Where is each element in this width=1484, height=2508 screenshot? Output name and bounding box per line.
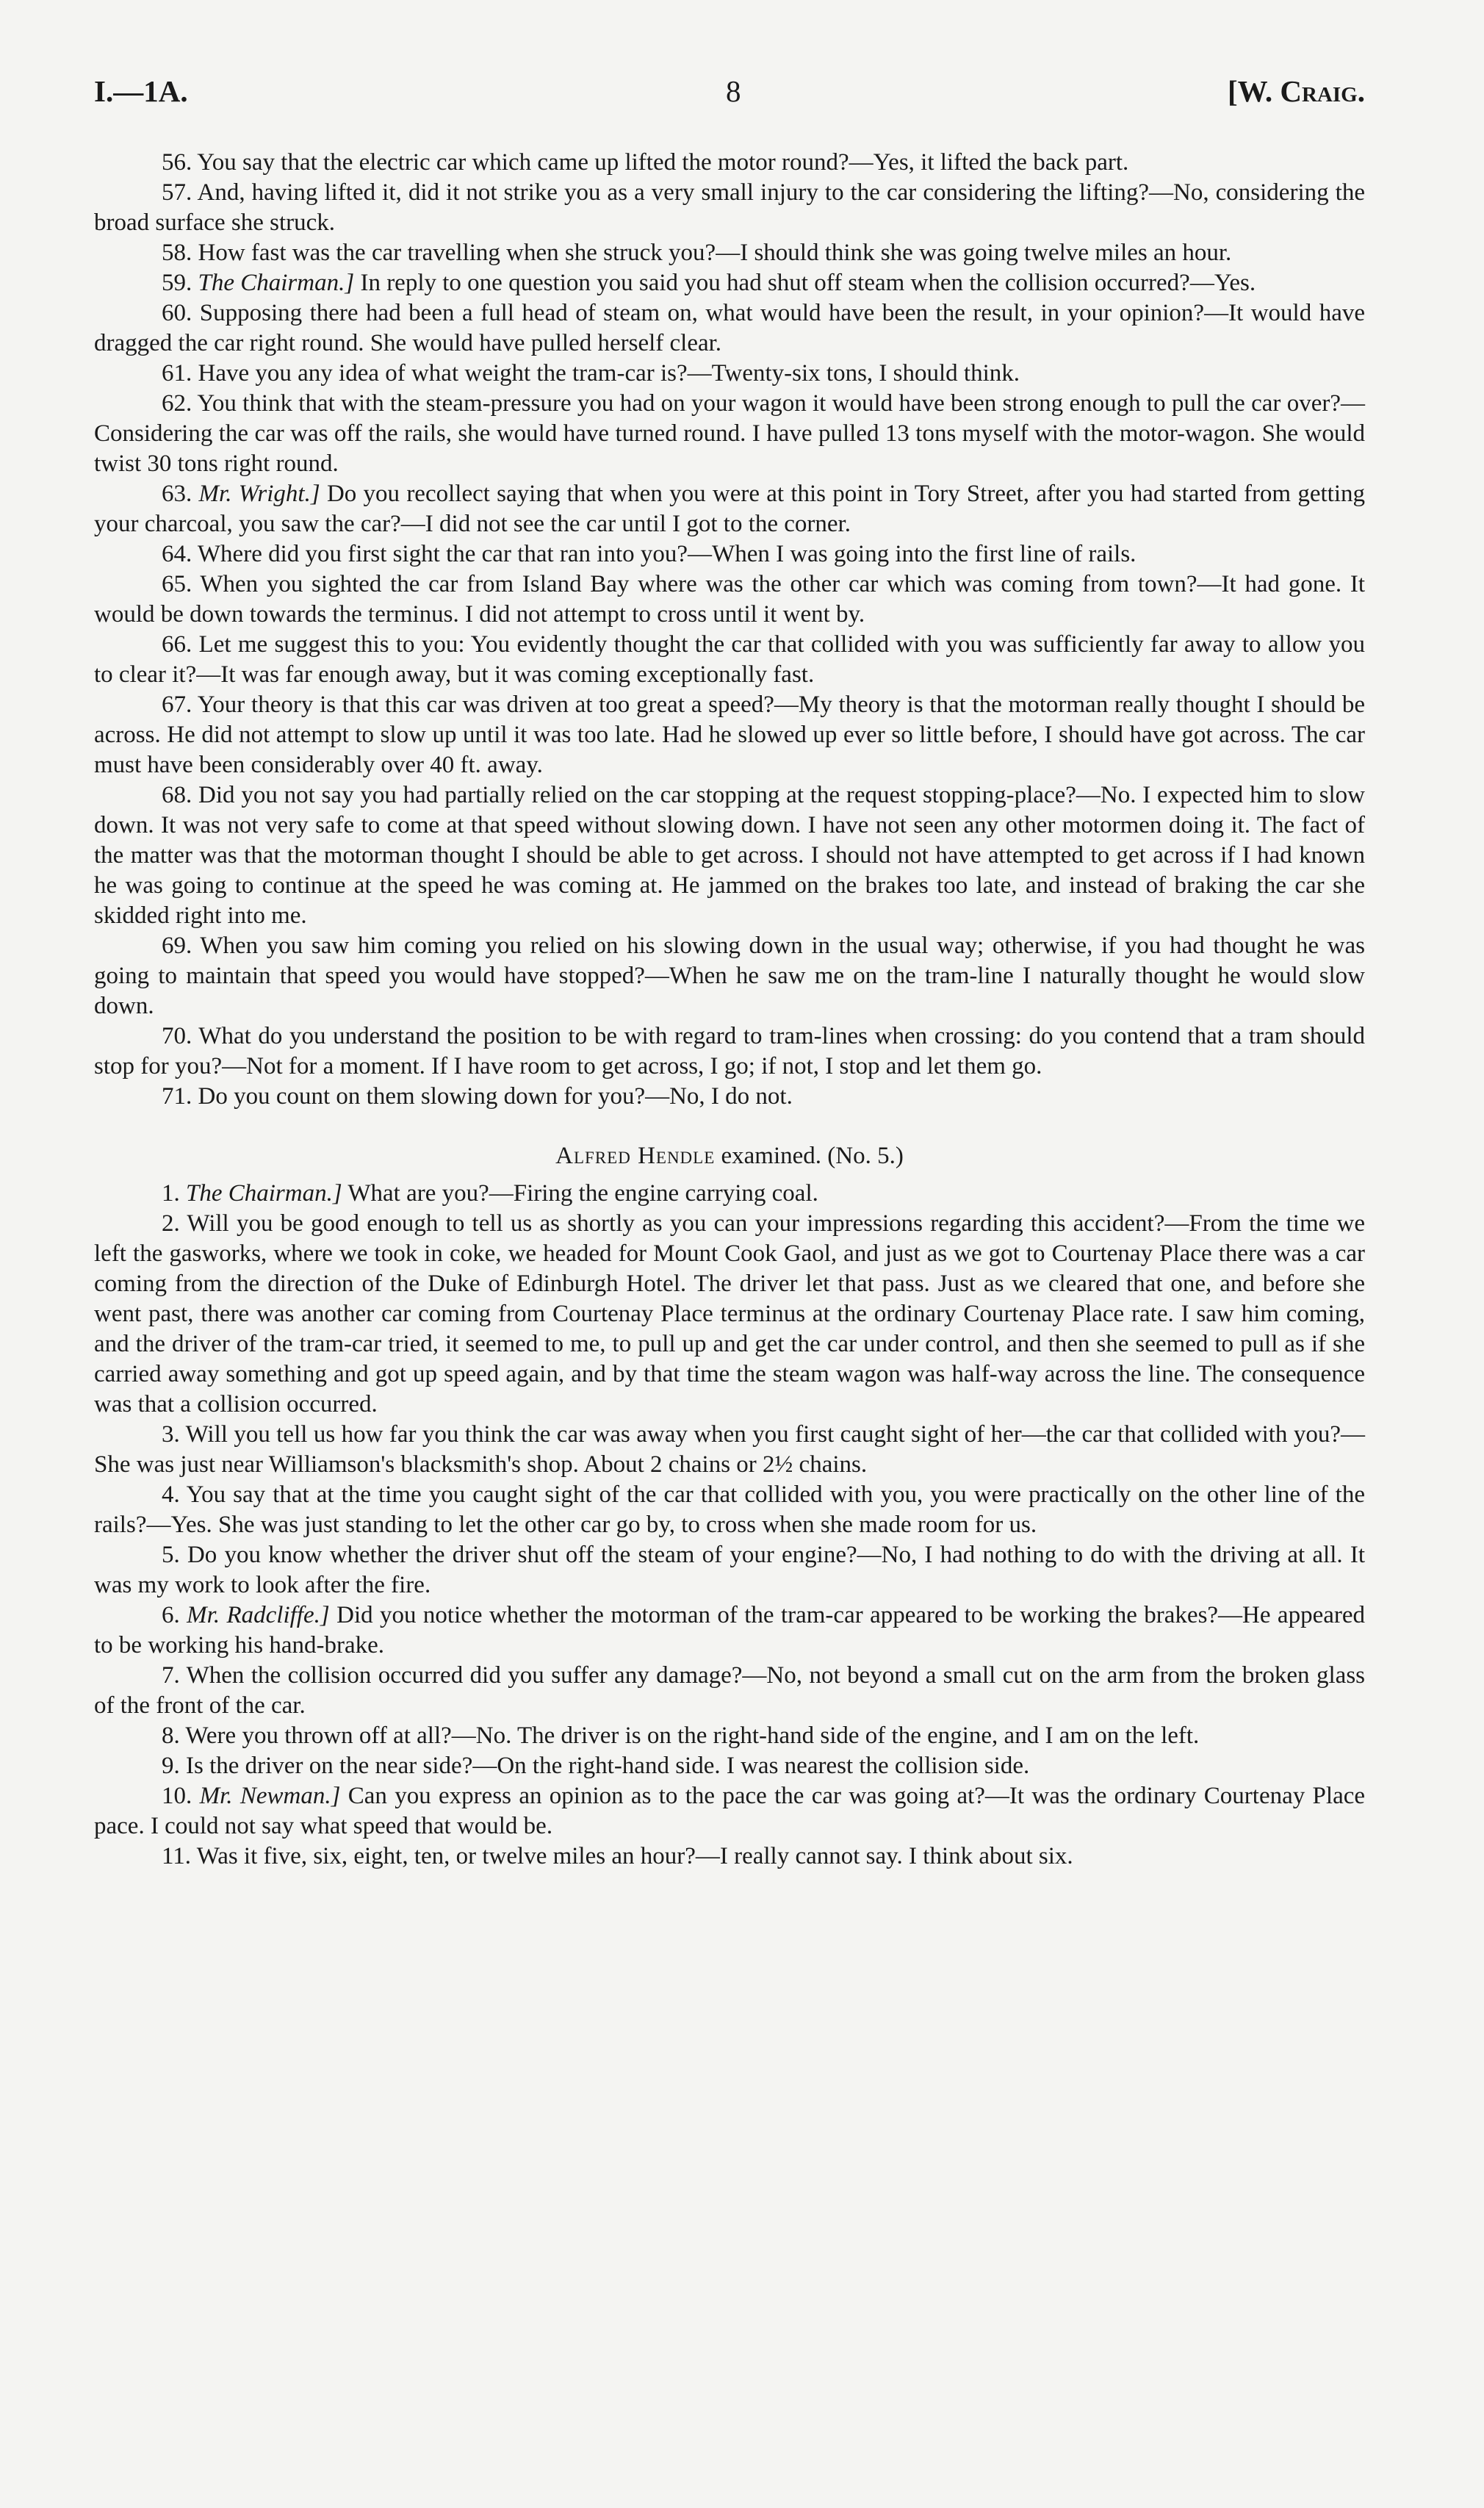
question-text: Will you tell us how far you think the car was away when you first caught sight of her—the car that collided with you?—She was just near Williamson's blacksmith's shop. About 2 chains or 2½ chains.	[94, 1421, 1366, 1478]
question-number: 69.	[162, 933, 192, 959]
question-answer	[94, 1179, 1365, 1209]
question-number: 2.	[162, 1210, 180, 1237]
question-number: 58.	[162, 240, 192, 266]
question-number: 68.	[162, 782, 192, 808]
question-number: 62.	[162, 390, 192, 417]
question-answer	[94, 569, 1365, 630]
question-text: When you sighted the car from Island Bay where was the other car which was coming from town?—It had gone. It would be down towards the terminus. I did not attempt to cross until it went by.	[94, 571, 1365, 628]
question-answer	[94, 1420, 1365, 1480]
question-text: Can you express an opinion as to the pace the car was going at?—It was the ordinary Courtenay Place pace. I could not say what speed that would be.	[94, 1783, 1366, 1839]
witness-heading	[94, 1141, 1365, 1171]
question-text: Was it five, six, eight, ten, or twelve miles an hour?—I really cannot say. I think about six.	[196, 1843, 1073, 1869]
page-number: 8	[726, 74, 741, 108]
question-number: 63.	[162, 481, 192, 507]
question-answer	[94, 1661, 1365, 1721]
question-answer	[94, 298, 1365, 359]
question-text: Supposing there had been a full head of steam on, what would have been the result, in your opinion?—It would have dragged the car right round. She would have pulled herself clear.	[94, 300, 1366, 356]
question-answer	[94, 1781, 1365, 1842]
question-number: 10.	[162, 1783, 192, 1809]
speaker-name: Mr. Newman.]	[199, 1783, 341, 1809]
page-header	[94, 73, 1365, 118]
question-number: 7.	[162, 1662, 180, 1689]
question-text: How fast was the car travelling when she struck you?—I should think she was going twelve miles an hour.	[198, 240, 1232, 266]
question-number: 1.	[162, 1180, 180, 1207]
question-number: 64.	[162, 541, 192, 567]
question-answer	[94, 1480, 1365, 1540]
question-text: In reply to one question you said you had shut off steam when the collision occurred?—Yes.	[360, 270, 1256, 296]
question-text: What are you?—Firing the engine carrying coal.	[347, 1180, 818, 1207]
question-number: 67.	[162, 691, 192, 718]
witness-heading-rest: examined. (No. 5.)	[721, 1143, 904, 1169]
question-text: When you saw him coming you relied on his slowing down in the usual way; otherwise, if you had thought he was going to maintain that speed you would have stopped?—When he saw me on the tram-line I naturally thought he would slow down.	[94, 933, 1365, 1019]
question-answer	[94, 238, 1365, 268]
question-number: 57.	[162, 179, 192, 206]
question-answer	[94, 1600, 1365, 1661]
question-text: What do you understand the position to be with regard to tram-lines when crossing: do you contend that a tram should stop for you?—Not for a moment. If I have room to get across, I go; if not, I stop and let them go.	[94, 1023, 1365, 1079]
question-text: You say that the electric car which came up lifted the motor round?—Yes, it lifted the back part.	[197, 149, 1129, 176]
question-text: Will you be good enough to tell us as shortly as you can your impressions regarding this accident?—From the time we left the gasworks, where we took in coke, we headed for Mount Cook Gaol, and just as we got to Courtenay Place there was a car coming from the direction of the Duke of Edinburgh Hotel. The driver let that pass. Just as we cleared that one, and before she went past, there was another car coming from Courtenay Place terminus at the ordinary Courtenay Place rate. I saw him coming, and the driver of the tram-car tried, it seemed to me, to pull up and get the car under control, and then she seemed to pull as if she carried away something and got up speed again, and by that time the steam wagon was half-way across the line. The consequence was that a collision occurred.	[94, 1210, 1365, 1418]
evidence-body	[94, 148, 1365, 1872]
question-answer	[94, 479, 1365, 539]
question-text: When the collision occurred did you suffer any damage?—No, not beyond a small cut on the arm from the broken glass of the front of the car.	[94, 1662, 1366, 1719]
question-number: 65.	[162, 571, 192, 597]
question-number: 59.	[162, 270, 192, 296]
question-text: Your theory is that this car was driven at too great a speed?—My theory is that the motorman really thought I should be across. He did not attempt to slow up until it was too late. Had he slowed up ever so little before, I should have got across. The car must have been considerably over 40 ft. away.	[94, 691, 1365, 778]
question-number: 61.	[162, 360, 192, 387]
question-answer	[94, 1082, 1365, 1112]
question-answer	[94, 1751, 1365, 1781]
question-text: Have you any idea of what weight the tram-car is?—Twenty-six tons, I should think.	[198, 360, 1020, 387]
question-answer	[94, 268, 1365, 298]
speaker-name: Mr. Wright.]	[198, 481, 320, 507]
witness-name: Alfred Hendle	[555, 1143, 716, 1169]
question-number: 6.	[162, 1602, 180, 1628]
speaker-name: The Chairman.]	[198, 270, 355, 296]
question-number: 56.	[162, 149, 192, 176]
question-number: 9.	[162, 1753, 180, 1779]
question-number: 3.	[162, 1421, 180, 1448]
question-answer	[94, 931, 1365, 1021]
question-number: 5.	[162, 1542, 180, 1568]
question-text: Is the driver on the near side?—On the right-hand side. I was nearest the collision side.	[186, 1753, 1030, 1779]
examination-questions-craig	[94, 148, 1365, 1112]
question-answer	[94, 178, 1365, 238]
question-answer	[94, 359, 1365, 389]
question-text: Do you know whether the driver shut off the steam of your engine?—No, I had nothing to do with the driving at all. It was my work to look after the fire.	[94, 1542, 1365, 1598]
question-text: Were you thrown off at all?—No. The driver is on the right-hand side of the engine, and I am on the left.	[185, 1722, 1200, 1749]
question-answer	[94, 630, 1365, 690]
question-number: 11.	[162, 1843, 192, 1869]
question-answer	[94, 389, 1365, 479]
question-answer	[94, 539, 1365, 569]
witness-running-head: [W. Craig.	[1228, 74, 1365, 108]
question-text: You think that with the steam-pressure you had on your wagon it would have been strong enough to pull the car over?—Considering the car was off the rails, she would have turned round. I have pulled 13 tons myself with the motor-wagon. She would twist 30 tons right round.	[94, 390, 1365, 477]
question-answer	[94, 780, 1365, 931]
question-text: Do you count on them slowing down for you?—No, I do not.	[198, 1083, 793, 1110]
question-text: Did you not say you had partially relied on the car stopping at the request stopping-place?—No. I expected him to slow down. It was not very safe to come at that speed without slowing down. I have not seen any other motormen doing it. The fact of the matter was that the motorman thought I should be able to get across. I should not have attempted to get across if I had known he was going to continue at the speed he was coming at. He jammed on the brakes too late, and instead of braking the car she skidded right into me.	[94, 782, 1366, 929]
question-answer	[94, 1842, 1365, 1872]
question-answer	[94, 1209, 1365, 1420]
question-answer	[94, 1540, 1365, 1600]
question-text: Where did you first sight the car that ran into you?—When I was going into the first line of rails.	[197, 541, 1137, 567]
question-answer	[94, 690, 1365, 780]
question-number: 60.	[162, 300, 192, 326]
question-number: 8.	[162, 1722, 180, 1749]
report-reference: I.—1A.	[94, 74, 188, 108]
question-answer	[94, 1721, 1365, 1751]
question-number: 70.	[162, 1023, 192, 1049]
question-text: Do you recollect saying that when you were at this point in Tory Street, after you had started from getting your charcoal, you saw the car?—I did not see the car until I got to the corner.	[94, 481, 1366, 537]
question-text: Let me suggest this to you: You evidently thought the car that collided with you was sufficiently far away to allow you to clear it?—It was far enough away, but it was coming exceptionally fast.	[94, 631, 1365, 688]
question-answer	[94, 1021, 1365, 1082]
question-answer	[94, 148, 1365, 178]
examination-questions-hendle	[94, 1179, 1365, 1872]
speaker-name: Mr. Radcliffe.]	[187, 1602, 330, 1628]
question-text: And, having lifted it, did it not strike you as a very small injury to the car considering the lifting?—No, considering the broad surface she struck.	[94, 179, 1365, 236]
question-number: 66.	[162, 631, 192, 658]
question-number: 71.	[162, 1083, 192, 1110]
question-text: Did you notice whether the motorman of the tram-car appeared to be working the brakes?—He appeared to be working his hand-brake.	[94, 1602, 1366, 1659]
speaker-name: The Chairman.]	[186, 1180, 342, 1207]
question-number: 4.	[162, 1481, 180, 1508]
question-text: You say that at the time you caught sight of the car that collided with you, you were practically on the other line of the rails?—Yes. She was just standing to let the other car go by, to cross when she made room for us.	[94, 1481, 1365, 1538]
